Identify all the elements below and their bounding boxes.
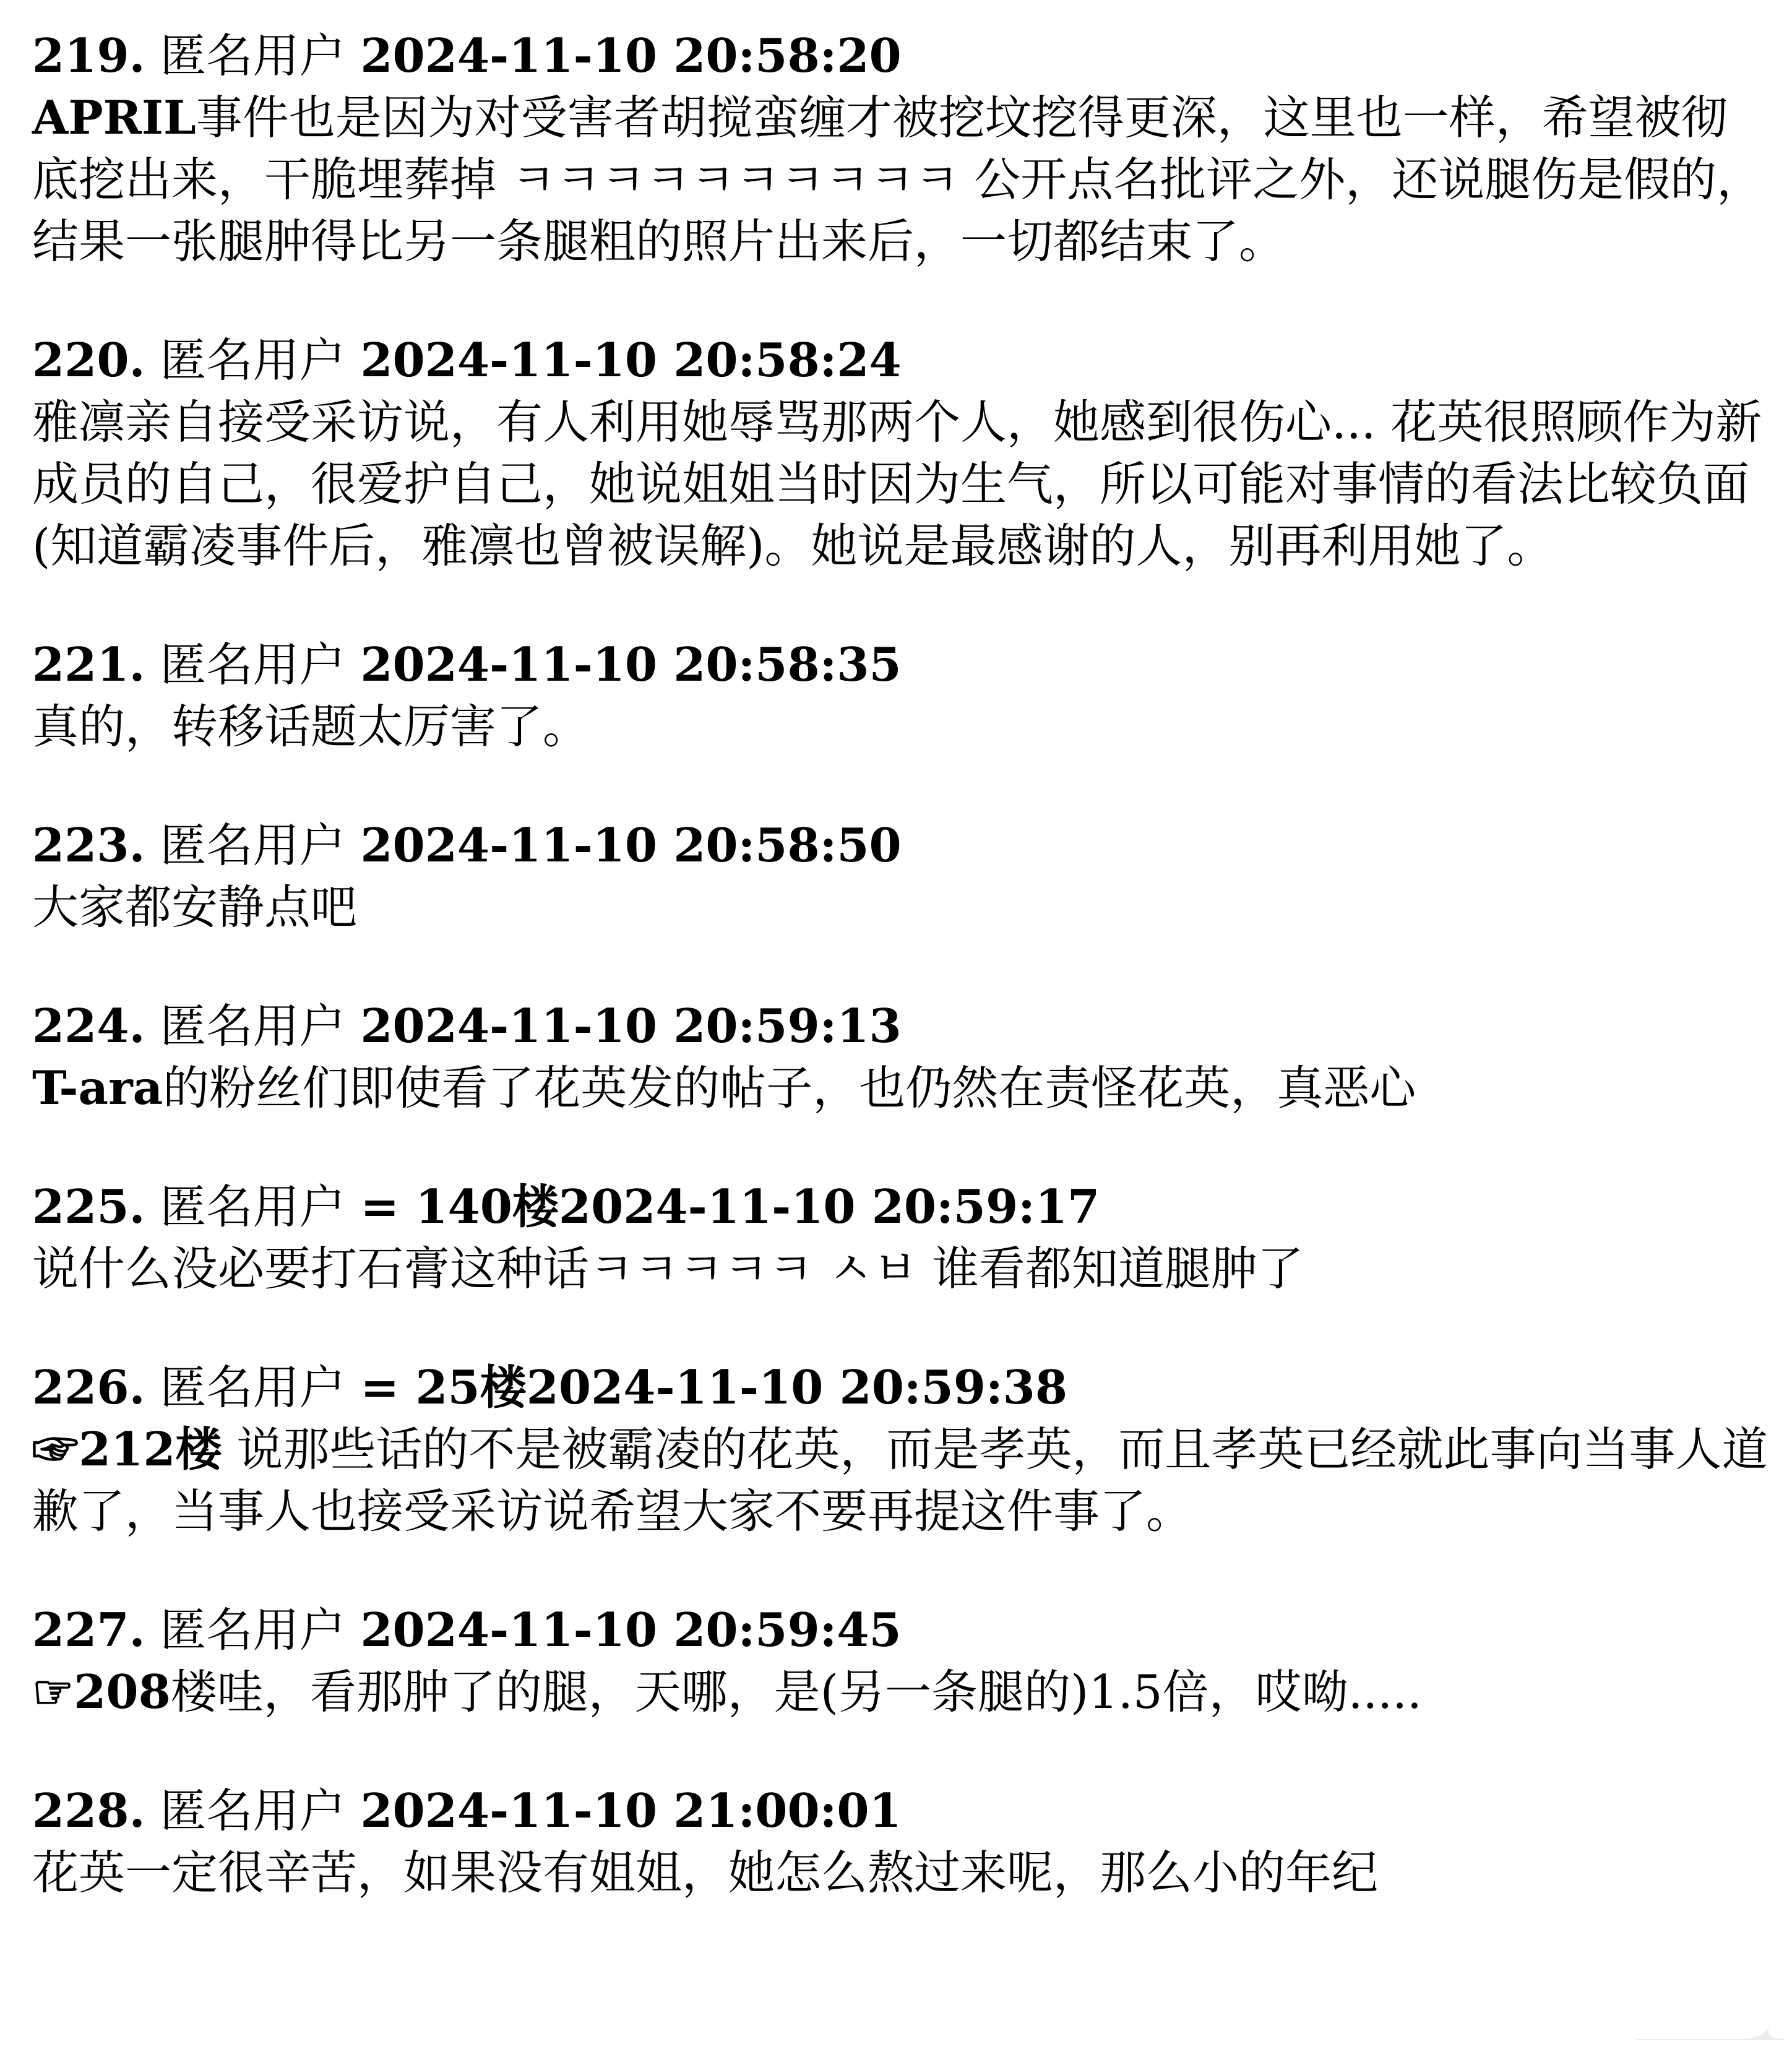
comment-timestamp: 2024-11-10 20:58:24 <box>360 333 902 387</box>
comment-number: 225. <box>32 1179 145 1234</box>
comment-user: 匿名用户 <box>160 1783 346 1838</box>
comment-227 <box>32 1599 1771 1723</box>
comment-body <box>32 87 1771 272</box>
comment-user: 匿名用户 <box>160 999 346 1053</box>
watermark-shape <box>1637 2027 1785 2040</box>
comment-user: 匿名用户 <box>160 1603 346 1657</box>
comment-header <box>32 1780 1771 1842</box>
comment-224 <box>32 995 1771 1119</box>
comment-body <box>32 1057 1771 1119</box>
comment-219 <box>32 25 1771 272</box>
comment-timestamp: 2024-11-10 20:58:50 <box>360 818 902 873</box>
comment-lead: ☞208 <box>32 1665 171 1719</box>
comment-number: 220. <box>32 333 145 387</box>
comment-timestamp: 2024-11-10 20:58:20 <box>360 28 902 83</box>
comment-user: 匿名用户 <box>160 637 346 692</box>
comment-timestamp: = 25楼2024-11-10 20:59:38 <box>360 1360 1068 1415</box>
comment-header <box>32 1176 1771 1238</box>
comment-header <box>32 1599 1771 1661</box>
comment-225 <box>32 1176 1771 1300</box>
comment-lead: ☞212楼 <box>32 1422 222 1477</box>
comment-text: 大家都安静点吧 <box>32 880 358 934</box>
comment-header <box>32 995 1771 1057</box>
comment-lead: T-ara <box>32 1061 163 1115</box>
comment-header <box>32 1356 1771 1418</box>
comment-number: 227. <box>32 1603 145 1657</box>
comment-text: 说那些话的不是被霸凌的花英，而是孝英，而且孝英已经就此事向当事人道歉了，当事人也接受采访说希望大家不要再提这件事了。 <box>32 1422 1768 1538</box>
comment-text: 真的，转移话题太厉害了。 <box>32 699 590 754</box>
comment-body <box>32 1418 1771 1542</box>
comment-number: 219. <box>32 28 145 83</box>
comment-body <box>32 1238 1771 1300</box>
comment-number: 226. <box>32 1360 145 1415</box>
comment-226 <box>32 1356 1771 1542</box>
comment-user: 匿名用户 <box>160 1360 346 1415</box>
comment-timestamp: 2024-11-10 20:58:35 <box>360 637 902 692</box>
comment-220 <box>32 329 1771 577</box>
comment-user: 匿名用户 <box>160 818 346 873</box>
comment-timestamp: 2024-11-10 21:00:01 <box>360 1783 902 1838</box>
comment-user: 匿名用户 <box>160 1179 346 1234</box>
comment-number: 224. <box>32 999 145 1053</box>
comment-user: 匿名用户 <box>160 333 346 387</box>
comment-timestamp: 2024-11-10 20:59:45 <box>360 1603 902 1657</box>
comment-body <box>32 1661 1771 1723</box>
comment-text: 事件也是因为对受害者胡搅蛮缠才被挖坟挖得更深，这里也一样，希望被彻底挖出来，干脆埋葬掉 ㅋㅋㅋㅋㅋㅋㅋㅋㅋㅋ 公开点名批评之外，还说腿伤是假的，结果一张腿肿得比另一条腿粗的照片出来后，一切都结束了。 <box>32 90 1764 269</box>
comment-text: 的粉丝们即使看了花英发的帖子，也仍然在责怪花英，真恶心 <box>163 1061 1416 1115</box>
comment-number: 221. <box>32 637 145 692</box>
comment-body <box>32 1842 1771 1904</box>
comment-number: 223. <box>32 818 145 873</box>
comment-text: 说什么没必要打石膏这种话ㅋㅋㅋㅋㅋ ㅅㅂ 谁看都知道腿肿了 <box>32 1241 1304 1296</box>
comment-number: 228. <box>32 1783 145 1838</box>
watermark-tail-shape <box>1637 2014 1785 2051</box>
comment-lead: APRIL <box>32 90 196 145</box>
comment-header <box>32 329 1771 391</box>
comment-text: 楼哇，看那肿了的腿，天哪，是(另一条腿的)1.5倍，哎呦..... <box>170 1665 1422 1719</box>
comment-228 <box>32 1780 1771 1904</box>
comment-body <box>32 876 1771 938</box>
comment-user: 匿名用户 <box>160 28 346 83</box>
comment-body <box>32 391 1771 577</box>
comment-body <box>32 696 1771 757</box>
comment-thread <box>32 25 1771 1960</box>
comment-header <box>32 25 1771 87</box>
comment-timestamp: 2024-11-10 20:59:13 <box>360 999 902 1053</box>
comment-timestamp: = 140楼2024-11-10 20:59:17 <box>360 1179 1100 1234</box>
comment-text: 雅凛亲自接受采访说，有人利用她辱骂那两个人，她感到很伤心... 花英很照顾作为新成员的自己，很爱护自己，她说姐姐当时因为生气，所以可能对事情的看法比较负面(知道霸凌事件后，雅凛也曾被误解)。她说是最感谢的人，别再利用她了。 <box>32 395 1762 573</box>
comment-header <box>32 814 1771 876</box>
comment-221 <box>32 634 1771 757</box>
comment-223 <box>32 814 1771 938</box>
comment-text: 花英一定很辛苦，如果没有姐姐，她怎么熬过来呢，那么小的年纪 <box>32 1845 1379 1900</box>
comment-header <box>32 634 1771 696</box>
